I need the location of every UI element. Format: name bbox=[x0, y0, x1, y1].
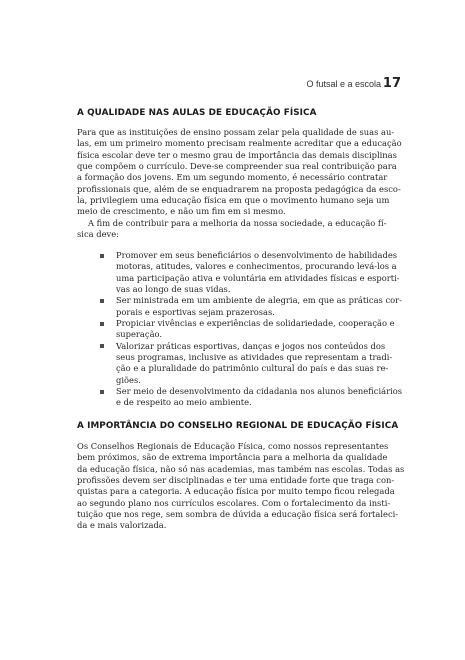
list-item bbox=[77, 386, 403, 409]
square-bullet-icon bbox=[100, 344, 104, 348]
square-bullet-icon bbox=[100, 322, 104, 326]
bullet-list bbox=[77, 250, 403, 409]
page-number: 17 bbox=[382, 76, 401, 91]
text-line: porais e esportivas sejam prazerosas. bbox=[116, 306, 275, 317]
text-line: a formação dos jovens. Em um segundo momento, é necessário contratar bbox=[77, 172, 388, 183]
list-item bbox=[77, 340, 393, 386]
paragraph-qualidade bbox=[77, 127, 402, 240]
text-line: la, privilegiem uma educação física em que o movimento humano seja um bbox=[77, 195, 390, 206]
text-line: Ser meio de desenvolvimento da cidadania nos alunos beneficiários bbox=[116, 386, 403, 397]
text-line: uma participação ativa e voluntária em atividades físicas e esporti- bbox=[116, 272, 400, 283]
text-line: quistas para a categoria. A educação física por muito tempo ficou relegada bbox=[77, 486, 395, 497]
square-bullet-icon bbox=[100, 254, 104, 258]
text-line: Promover em seus beneficiários o desenvolvimento de habilidades bbox=[116, 250, 398, 260]
text-line: da e mais valorizada. bbox=[77, 520, 167, 531]
text-line: vas ao longo de suas vidas. bbox=[116, 284, 231, 295]
page-header bbox=[0, 76, 465, 96]
text-line: Valorizar práticas esportivas, danças e jogos nos conteúdos dos bbox=[116, 340, 386, 351]
list-item bbox=[77, 295, 402, 318]
section-heading-conselho: A IMPORTÂNCIA DO CONSELHO REGIONAL DE EDUCAÇÃO FÍSICA bbox=[77, 421, 399, 431]
text-line: da educação física, não só nas academias, mas também nas escolas. Todas as bbox=[77, 463, 405, 474]
list-item bbox=[77, 250, 400, 295]
text-line: bem próximos, são de extrema importância para a melhoria da qualidade bbox=[77, 452, 388, 463]
list-item bbox=[77, 318, 395, 341]
text-line: que compõem o currículo. Deve-se compreender sua real contribuição para bbox=[77, 161, 397, 172]
text-line: Ser ministrada em um ambiente de alegria, em que as práticas cor- bbox=[116, 295, 402, 306]
text-line: sica deve: bbox=[77, 229, 119, 240]
text-line: física escolar deve ter o mesmo grau de importância das demais disciplinas bbox=[77, 149, 397, 160]
text-line: motoras, atitudes, valores e conhecimentos, procurando levá-los a bbox=[116, 261, 397, 272]
text-line: seus programas, inclusive as atividades que representam a tradi- bbox=[116, 352, 393, 363]
text-line: Propiciar vivências e experiências de solidariedade, cooperação e bbox=[116, 318, 395, 329]
text-line: giões. bbox=[116, 374, 141, 385]
text-line: Para que as instituições de ensino possam zelar pela qualidade de suas au- bbox=[77, 127, 395, 137]
square-bullet-icon bbox=[100, 390, 104, 394]
paragraph-conselho bbox=[77, 441, 405, 532]
text-line: superação. bbox=[116, 329, 163, 340]
square-bullet-icon bbox=[100, 299, 104, 303]
text-line: meio de crescimento, e não um fim em si mesmo. bbox=[77, 206, 286, 217]
text-line: profissionais que, além de se enquadrarem na proposta pedagógica da esco- bbox=[77, 183, 401, 194]
text-line: ao segundo plano nos currículos escolares. Com o fortalecimento da insti- bbox=[77, 497, 391, 508]
text-line: Os Conselhos Regionais de Educação Física, como nossos representantes bbox=[77, 441, 389, 451]
text-line: profissões devem ser disciplinadas e ter uma entidade forte que traga con- bbox=[77, 475, 395, 486]
running-title: O futsal e a escola bbox=[306, 79, 381, 89]
text-line: ção e a pluralidade do patrimônio cultural do país e das suas re- bbox=[116, 363, 389, 374]
text-line: tuição que nos rege, sem sombra de dúvida a educação física será fortaleci- bbox=[77, 509, 399, 520]
text-line: A fim de contribuir para a melhoria da nossa sociedade, a educação fí- bbox=[88, 217, 387, 228]
section-heading-qualidade: A QUALIDADE NAS AULAS DE EDUCAÇÃO FÍSICA bbox=[77, 108, 317, 118]
text-line: e de respeito ao meio ambiente. bbox=[116, 397, 252, 408]
text-line: las, em um primeiro momento precisam realmente acreditar que a educação bbox=[77, 138, 402, 149]
